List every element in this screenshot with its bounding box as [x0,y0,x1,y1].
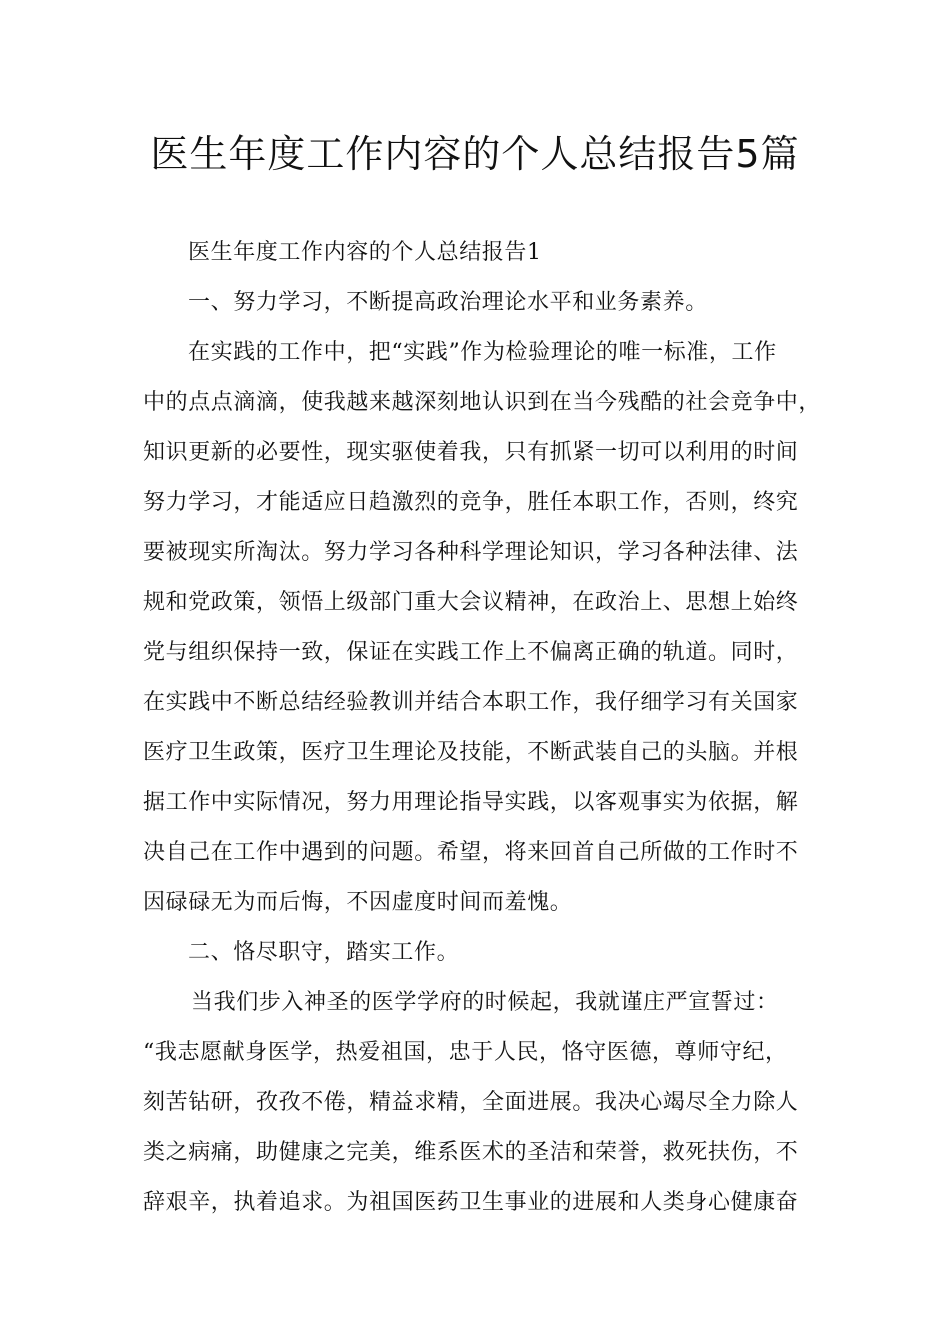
paragraph-line: 决自己在工作中遇到的问题。希望，将来回首自己所做的工作时不 [143,840,799,865]
paragraph-line: 刻苦钻研，孜孜不倦，精益求精，全面进展。我决心竭尽全力除人 [143,1090,799,1115]
paragraph-line: 当我们步入神圣的医学学府的时候起，我就谨庄严宣誓过： [191,990,779,1015]
paragraph-line: “我志愿献身医学，热爱祖国，忠于人民，恪守医德，尊师守纪， [143,1040,788,1065]
paragraph-line: 医疗卫生政策，医疗卫生理论及技能，不断武装自己的头脑。并根 [143,740,799,765]
paragraph-line: 类之病痛，助健康之完美，维系医术的圣洁和荣誉，救死扶伤，不 [143,1140,799,1165]
paragraph-line: 党与组织保持一致，保证在实践工作上不偏离正确的轨道。同时， [143,640,799,665]
paragraph-line: 要被现实所淘汰。努力学习各种科学理论知识，学习各种法律、法 [143,540,799,565]
section-heading-1: 一、努力学习，不断提高政治理论水平和业务素养。 [188,290,708,315]
paragraph-line: 知识更新的必要性，现实驱使着我，只有抓紧一切可以利用的时间 [143,440,799,465]
paragraph-line: 中的点点滴滴，使我越来越深刻地认识到在当今残酷的社会竞争中， [143,390,822,415]
paragraph-line: 医生年度工作内容的个人总结报告1 [188,240,542,265]
section-heading-2: 二、恪尽职守，踏实工作。 [188,940,460,965]
document-title: 医生年度工作内容的个人总结报告5篇 [150,132,800,176]
paragraph-line: 在实践中不断总结经验教训并结合本职工作，我仔细学习有关国家 [143,690,799,715]
paragraph-line: 努力学习，才能适应日趋激烈的竞争，胜任本职工作，否则，终究 [143,490,799,515]
document-body [143,234,833,1234]
paragraph-line: 据工作中实际情况，努力用理论指导实践，以客观事实为依据，解 [143,790,799,815]
paragraph-line: 因碌碌无为而后悔，不因虚度时间而羞愧。 [143,890,573,915]
paragraph-line: 辞艰辛，执着追求。为祖国医药卫生事业的进展和人类身心健康奋 [143,1190,799,1215]
paragraph-line: 在实践的工作中，把“实践”作为检验理论的唯一标准，工作 [188,340,777,365]
paragraph-line: 规和党政策，领悟上级部门重大会议精神，在政治上、思想上始终 [143,590,799,615]
